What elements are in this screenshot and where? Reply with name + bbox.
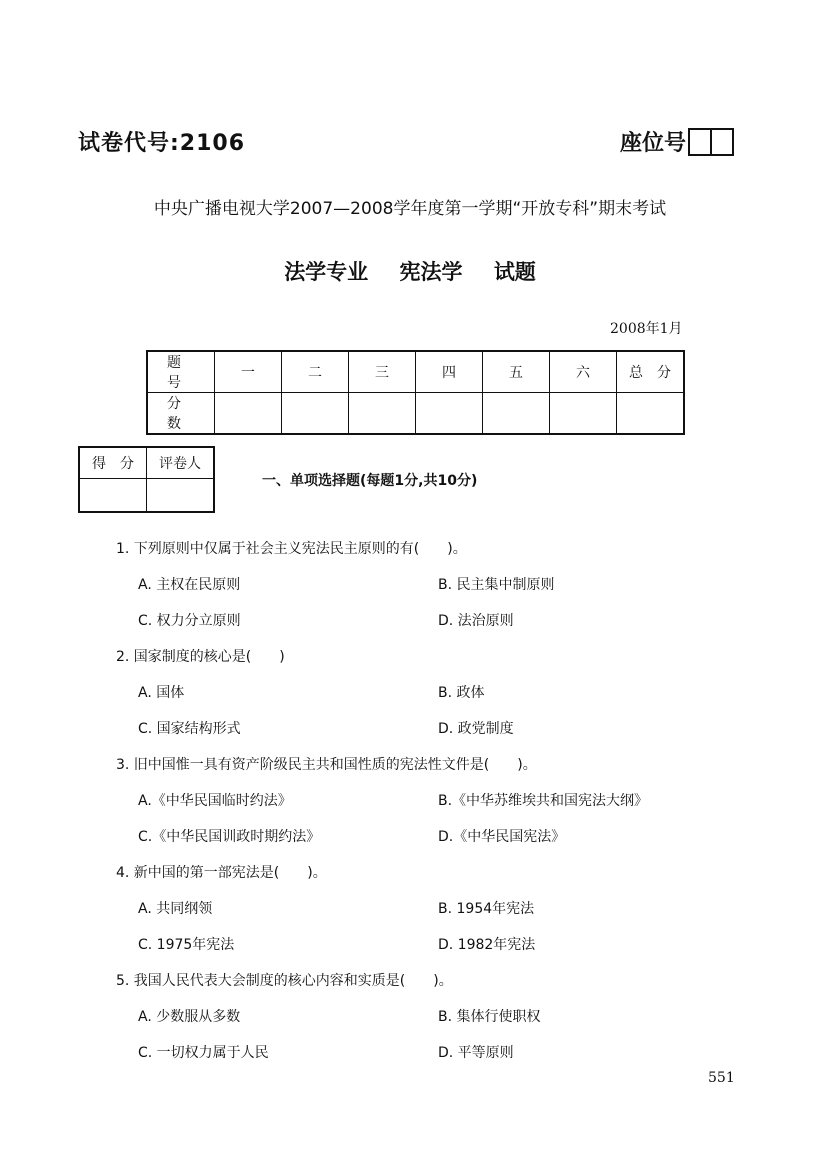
question-option: A. 主权在民原则 — [138, 577, 241, 593]
question-option: B. 集体行使职权 — [438, 1009, 541, 1025]
question-text: 4. 新中国的第一部宪法是( )。 — [116, 865, 327, 881]
question-option: D.《中华民国宪法》 — [438, 829, 566, 845]
question-option: A.《中华民国临时约法》 — [138, 793, 292, 809]
question-option: D. 1982年宪法 — [438, 937, 536, 953]
question-text: 1. 下列原则中仅属于社会主义宪法民主原则的有( )。 — [116, 541, 467, 557]
question-option: B. 政体 — [438, 685, 485, 701]
question-option: B. 民主集中制原则 — [438, 577, 555, 593]
seat-box — [688, 128, 712, 156]
question-option: C. 权力分立原则 — [138, 613, 241, 629]
score-cell — [282, 393, 349, 435]
question-option: C.《中华民国训政时期约法》 — [138, 829, 321, 845]
section-title: 一、单项选择题(每题1分,共10分) — [262, 473, 478, 489]
grader-cell — [147, 479, 215, 513]
score-col-header: 六 — [550, 351, 617, 393]
score-cell — [349, 393, 416, 435]
page-number: 551 — [708, 1070, 735, 1086]
score-col-header: 一 — [215, 351, 282, 393]
grader-value-row — [79, 479, 214, 513]
score-cell — [416, 393, 483, 435]
question-option: C. 一切权力属于人民 — [138, 1045, 269, 1061]
score-col-header: 二 — [282, 351, 349, 393]
title-major: 法学专业 — [284, 260, 369, 284]
score-row-label: 题 号 — [147, 351, 215, 393]
grader-cell — [79, 479, 147, 513]
score-cell — [550, 393, 617, 435]
grader-table — [78, 446, 215, 513]
grader-name-label: 评卷人 — [147, 447, 215, 479]
question-option: C. 1975年宪法 — [138, 937, 235, 953]
title-course: 宪法学 — [399, 260, 463, 284]
exam-title — [0, 256, 820, 286]
score-col-header: 总 分 — [617, 351, 685, 393]
question-option: B.《中华苏维埃共和国宪法大纲》 — [438, 793, 649, 809]
seat-label: 座位号 — [620, 131, 687, 156]
question-option: B. 1954年宪法 — [438, 901, 535, 917]
seat-box — [710, 128, 734, 156]
title-suffix: 试题 — [493, 260, 536, 284]
score-cell — [617, 393, 685, 435]
exam-date: 2008年1月 — [610, 321, 683, 337]
score-cell — [483, 393, 550, 435]
score-value-row — [147, 393, 684, 435]
score-col-header: 三 — [349, 351, 416, 393]
question-option: D. 平等原则 — [438, 1045, 514, 1061]
score-col-header: 五 — [483, 351, 550, 393]
question-text: 3. 旧中国惟一具有资产阶级民主共和国性质的宪法性文件是( )。 — [116, 757, 537, 773]
question-text: 5. 我国人民代表大会制度的核心内容和实质是( )。 — [116, 973, 453, 989]
question-option: D. 政党制度 — [438, 721, 514, 737]
score-row-label: 分 数 — [147, 393, 215, 435]
question-option: A. 共同纲领 — [138, 901, 213, 917]
score-table — [146, 350, 685, 435]
question-option: A. 少数服从多数 — [138, 1009, 241, 1025]
question-option: C. 国家结构形式 — [138, 721, 241, 737]
question-text: 2. 国家制度的核心是( ) — [116, 649, 285, 665]
university-line: 中央广播电视大学2007—2008学年度第一学期“开放专科”期末考试 — [153, 199, 667, 219]
question-option: A. 国体 — [138, 685, 185, 701]
seat-number — [620, 126, 734, 157]
score-cell — [215, 393, 282, 435]
score-header-row — [147, 351, 684, 393]
grader-score-label: 得 分 — [79, 447, 147, 479]
question-option: D. 法治原则 — [438, 613, 514, 629]
grader-header-row — [79, 447, 214, 479]
paper-code: 试卷代号:2106 — [78, 131, 246, 156]
score-col-header: 四 — [416, 351, 483, 393]
